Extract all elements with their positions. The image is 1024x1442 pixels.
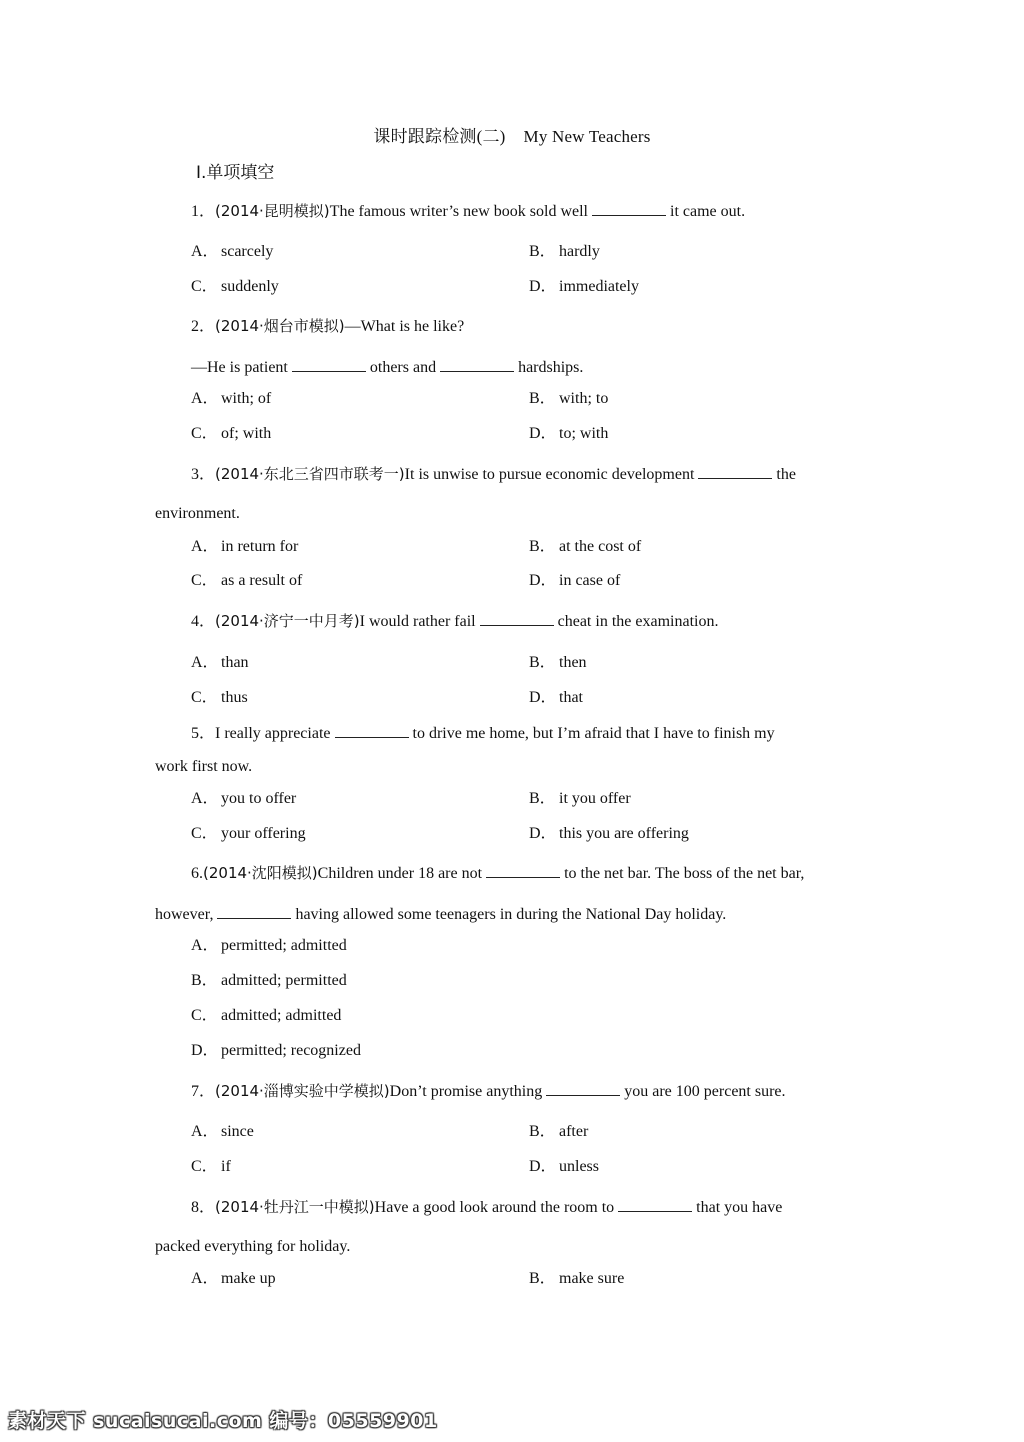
q4-option-d: D． that [529, 689, 583, 706]
q2-option-b: B． with; to [529, 390, 609, 407]
question-7: 7．(2014·淄博实验中学模拟)Don’t promise anything you are 100 percent sure. [191, 1082, 786, 1100]
question-1: 1．(2014·昆明模拟)The famous writer’s new book sold well it came out. [191, 202, 746, 220]
question-5: 5．I really appreciate to drive me home, but I’m afraid that I have to finish my [191, 725, 775, 742]
q1-option-b: B． hardly [529, 243, 600, 260]
q2-option-c: C． of; with [191, 425, 272, 442]
q3-option-c: C． as a result of [191, 572, 303, 589]
title-chinese: 课时跟踪检测(二) [373, 127, 506, 146]
answer-blank [592, 201, 666, 216]
q1-option-c: C． suddenly [191, 278, 279, 295]
question-5-line-2: work first now. [155, 758, 253, 775]
q8-option-b: B． make sure [529, 1270, 625, 1287]
q6-option-d: D． permitted; recognized [191, 1042, 361, 1059]
section-heading: Ⅰ.单项填空 [196, 163, 275, 183]
answer-blank [486, 863, 560, 878]
answer-blank [480, 611, 554, 626]
q3-option-d: D． in case of [529, 572, 621, 589]
answer-blank [292, 357, 366, 372]
q5-option-c: C． your offering [191, 825, 306, 842]
question-3: 3．(2014·东北三省四市联考一)It is unwise to pursue economic development the [191, 465, 796, 483]
q4-option-a: A． than [191, 654, 249, 671]
answer-blank [217, 904, 291, 919]
q8-option-a: A． make up [191, 1270, 276, 1287]
q5-option-a: A． you to offer [191, 790, 297, 807]
question-8: 8．(2014·牡丹江一中模拟)Have a good look around the room to that you have [191, 1198, 783, 1216]
q6-option-c: C． admitted; admitted [191, 1007, 342, 1024]
q6-option-b: B． admitted; permitted [191, 972, 347, 989]
question-4: 4．(2014·济宁一中月考)I would rather fail cheat in the examination. [191, 612, 719, 630]
page-title [0, 122, 1024, 147]
q2-option-d: D． to; with [529, 425, 609, 442]
q7-option-b: B． after [529, 1123, 589, 1140]
q7-option-c: C． if [191, 1158, 231, 1175]
q7-option-a: A． since [191, 1123, 254, 1140]
question-8-line-2: packed everything for holiday. [155, 1238, 351, 1255]
q5-option-b: B． it you offer [529, 790, 631, 807]
question-3-line-2: environment. [155, 505, 240, 522]
answer-blank [618, 1197, 692, 1212]
question-2: 2．(2014·烟台市模拟)—What is he like? [191, 317, 465, 335]
q4-option-b: B． then [529, 654, 587, 671]
answer-blank [546, 1081, 620, 1096]
watermark-text: 素材天下 sucaisucai.com 编号：05559901 [8, 1410, 438, 1432]
q7-option-d: D． unless [529, 1158, 599, 1175]
q2-option-a: A． with; of [191, 390, 272, 407]
answer-blank [440, 357, 514, 372]
q5-option-d: D． this you are offering [529, 825, 689, 842]
q1-option-d: D． immediately [529, 278, 639, 295]
q3-option-b: B． at the cost of [529, 538, 642, 555]
title-english: My New Teachers [523, 127, 651, 146]
question-2-line-2: —He is patient others and hardships. [191, 359, 584, 376]
answer-blank [335, 723, 409, 738]
q1-option-a: A． scarcely [191, 243, 274, 260]
answer-blank [698, 464, 772, 479]
q4-option-c: C． thus [191, 689, 248, 706]
question-6-line-2: however, having allowed some teenagers in during the National Day holiday. [155, 906, 727, 923]
q3-option-a: A． in return for [191, 538, 299, 555]
q6-option-a: A． permitted; admitted [191, 937, 347, 954]
question-6: 6.(2014·沈阳模拟)Children under 18 are not to the net bar. The boss of the net bar, [191, 864, 805, 882]
